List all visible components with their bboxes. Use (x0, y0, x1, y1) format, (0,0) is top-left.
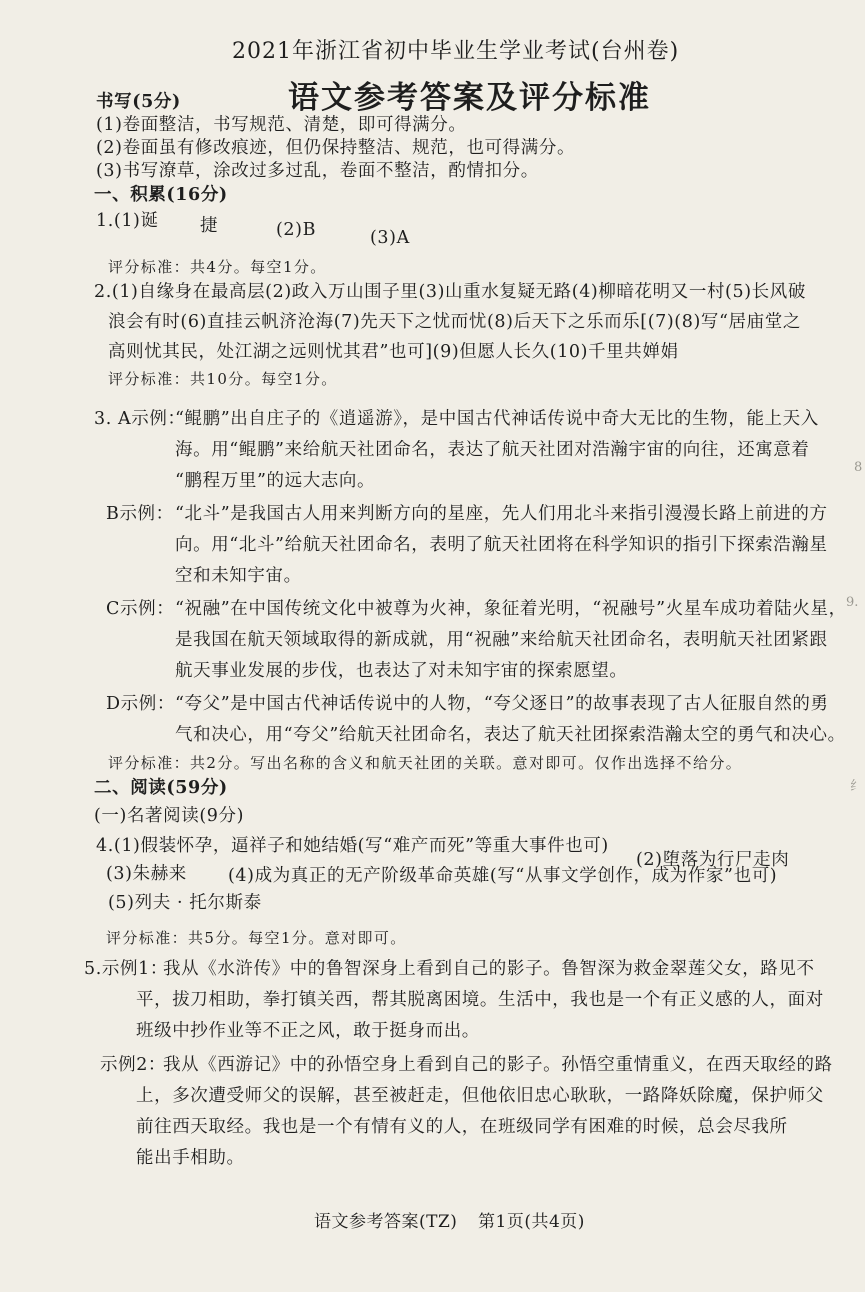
q4-answer-2: (2)堕落为行尸走肉 (636, 850, 790, 870)
q3-a-line-1: “鲲鹏”出自庄子的《逍遥游》，是中国古代神话传说中奇大无比的生物，能上天入 (175, 409, 819, 429)
q1-answer-4: (3)A (370, 228, 410, 248)
q1-answer-3: (2)B (276, 220, 317, 240)
q5-example2-line-1: 我从《西游记》中的孙悟空身上看到自己的影子。孙悟空重情重义，在西天取经的路 (163, 1055, 833, 1075)
q3-a-label: 3. A示例： (94, 409, 186, 429)
q1-scoring: 评分标准：共4分。每空1分。 (108, 258, 327, 276)
q4-answer-1: 4.(1)假装怀孕，逼祥子和她结婚(写“难产而死”等重大事件也可) (96, 836, 609, 856)
q4-answer-5: (5)列夫 · 托尔斯泰 (108, 893, 262, 913)
document-title: 语文参考答案及评分标准 (288, 80, 651, 116)
q5-example2-line-3: 前往西天取经。我也是一个有情有义的人，在班级同学有困难的时候，总会尽我所 (136, 1117, 788, 1137)
section2-sub1: (一)名著阅读(9分) (94, 806, 245, 826)
section2-heading: 二、阅读(59分) (94, 778, 228, 798)
q4-scoring: 评分标准：共5分。每空1分。意对即可。 (106, 929, 407, 947)
q5-example2-label: 示例2： (100, 1055, 167, 1075)
edge-mark-1: 8 (854, 460, 863, 475)
q3-c-label: C示例： (106, 599, 175, 619)
q4-answer-3: (3)朱赫来 (106, 864, 187, 884)
q5-example2-line-4: 能出手相助。 (136, 1148, 245, 1168)
q3-c-line-1: “祝融”在中国传统文化中被尊为火神，象征着光明，“祝融号”火星车成功着陆火星， (175, 599, 847, 619)
section1-heading: 一、积累(16分) (94, 185, 228, 205)
q3-b-line-2: 向。用“北斗”给航天社团命名，表明了航天社团将在科学知识的指引下探索浩瀚星 (175, 535, 828, 555)
q5-example1-label: 5.示例1： (84, 959, 168, 979)
q3-c-line-2: 是我国在航天领域取得的新成就，用“祝融”来给航天社团命名，表明航天社团紧跟 (175, 630, 828, 650)
footer-subject: 语文参考答案(TZ) (314, 1212, 458, 1232)
q3-b-line-1: “北斗”是我国古人用来判断方向的星座，先人们用北斗来指引漫漫长路上前进的方 (175, 504, 828, 524)
q4-answer-4: (4)成为真正的无产阶级革命英雄(写“从事文学创作，成为作家”也可) (228, 866, 778, 886)
q2-scoring: 评分标准：共10分。每空1分。 (108, 370, 338, 388)
q3-d-label: D示例： (106, 694, 175, 714)
q2-line-3: 高则忧其民，处江湖之远则忧其君”也可](9)但愿人长久(10)千里共婵娟 (108, 342, 679, 362)
q5-example1-line-3: 班级中抄作业等不正之风，敢于挺身而出。 (136, 1021, 480, 1041)
writing-item-1: (1)卷面整洁，书写规范、清楚，即可得满分。 (96, 115, 467, 135)
writing-item-3: (3)书写潦草，涂改过多过乱，卷面不整洁，酌情扣分。 (96, 161, 539, 181)
q3-b-label: B示例： (106, 504, 174, 524)
q5-example1-line-2: 平，拔刀相助，拳打镇关西，帮其脱离困境。生活中，我也是一个有正义感的人，面对 (136, 990, 824, 1010)
writing-item-2: (2)卷面虽有修改痕迹，但仍保持整洁、规范，也可得满分。 (96, 138, 576, 158)
edge-mark-3: 纟 (850, 779, 864, 794)
q3-d-line-1: “夸父”是中国古代神话传说中的人物，“夸父逐日”的故事表现了古人征服自然的勇 (175, 694, 829, 714)
q5-example1-line-1: 我从《水浒传》中的鲁智深身上看到自己的影子。鲁智深为救金翠莲父女，路见不 (163, 959, 815, 979)
q3-a-line-3: “鹏程万里”的远大志向。 (175, 471, 376, 491)
q3-c-line-3: 航天事业发展的步伐，也表达了对未知宇宙的探索愿望。 (175, 661, 628, 681)
q3-scoring: 评分标准：共2分。写出名称的含义和航天社团的关联。意对即可。仅作出选择不给分。 (108, 754, 743, 772)
q1-answer-2: 捷 (200, 216, 219, 236)
edge-mark-2: 9. (846, 595, 859, 610)
q2-line-1: 2.(1)自缘身在最高层(2)政入万山围子里(3)山重水复疑无路(4)柳暗花明又一村(5)长风破 (94, 282, 806, 302)
footer-page-number: 第1页(共4页) (478, 1212, 585, 1232)
writing-heading: 书写(5分) (96, 92, 181, 112)
q5-example2-line-2: 上，多次遭受师父的误解，甚至被赶走，但他依旧忠心耿耿，一路降妖除魔，保护师父 (136, 1086, 824, 1106)
q3-d-line-2: 气和决心，用“夸父”给航天社团命名，表达了航天社团探索浩瀚太空的勇气和决心。 (175, 725, 846, 745)
q2-line-2: 浪会有时(6)直挂云帆济沧海(7)先天下之忧而忧(8)后天下之乐而乐[(7)(8)写“居庙堂之 (108, 312, 801, 332)
q3-b-line-3: 空和未知宇宙。 (175, 566, 302, 586)
exam-title: 2021年浙江省初中毕业生学业考试(台州卷) (232, 39, 680, 64)
q1-answer-1: 1.(1)诞 (96, 211, 159, 231)
q3-a-line-2: 海。用“鲲鹏”来给航天社团命名，表达了航天社团对浩瀚宇宙的向往，还寓意着 (175, 440, 810, 460)
